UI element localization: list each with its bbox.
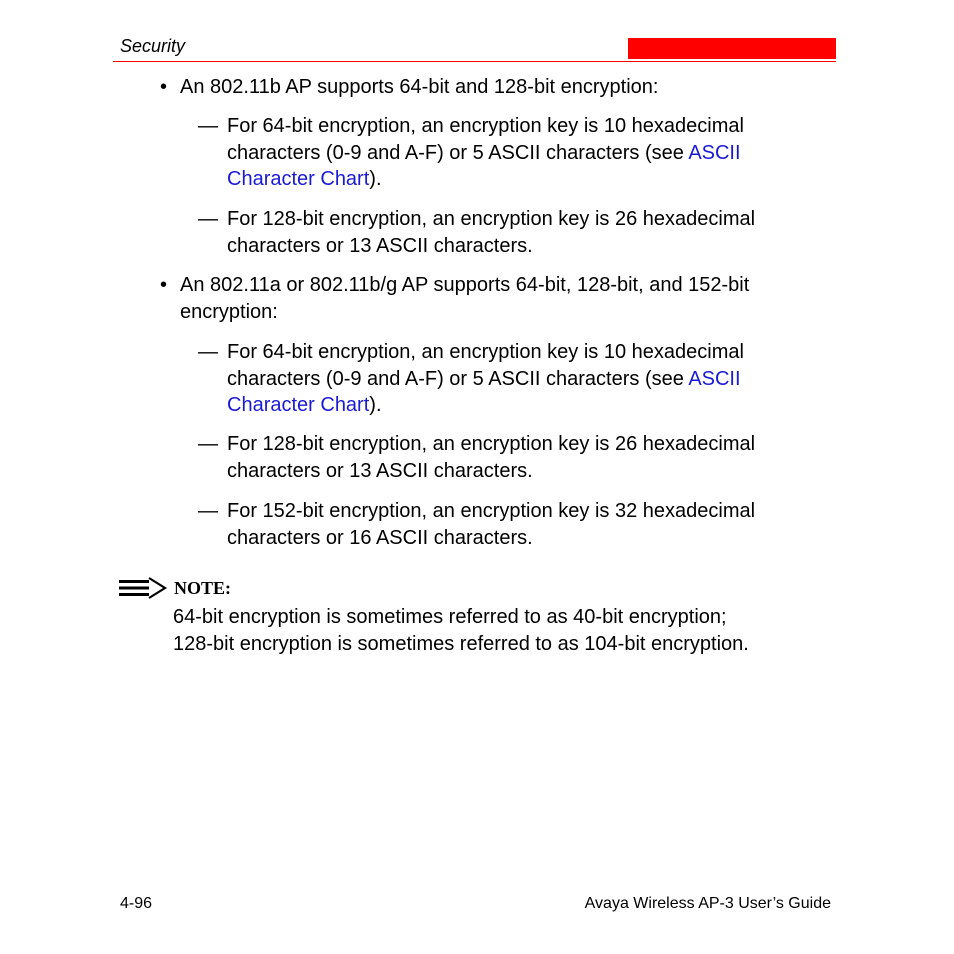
bullet-marker: • (160, 274, 168, 296)
ascii-chart-link[interactable]: ASCII Character Chart (227, 141, 741, 190)
sub-item-text (227, 339, 818, 419)
sub-item-text-part: ). (369, 168, 382, 190)
dash-marker: — (198, 208, 218, 230)
dash-marker: — (198, 500, 218, 522)
bullet-text: An 802.11a or 802.11b/g AP supports 64-bit, 128-bit, and 152-bit encryption: (180, 274, 750, 323)
note-text (173, 604, 853, 657)
dash-marker: — (198, 341, 218, 363)
bullet-item (160, 74, 830, 101)
sub-item-text (227, 113, 818, 193)
sub-item-text-part: For 64-bit encryption, an encryption key is 10 hexadecimal characters (0-9 and A-F) or 5 ASCII characters (see (227, 341, 744, 390)
sub-item-text-part: For 64-bit encryption, an encryption key is 10 hexadecimal characters (0-9 and A-F) or 5 ASCII characters (see (227, 115, 744, 164)
dash-marker: — (198, 433, 218, 455)
sub-item-text-part: ). (369, 394, 382, 416)
guide-title: Avaya Wireless AP-3 User’s Guide (584, 895, 831, 912)
page-number: 4-96 (120, 895, 153, 912)
sub-item (198, 498, 818, 551)
header-accent-bar (628, 38, 836, 59)
sub-item (198, 431, 818, 484)
bullet-item (160, 272, 830, 325)
note-label: NOTE: (174, 578, 232, 598)
sub-item-text: For 128-bit encryption, an encryption key is 26 hexadecimal characters or 13 ASCII characters. (227, 433, 756, 482)
sub-item (198, 339, 818, 419)
sub-item-text: For 152-bit encryption, an encryption key is 32 hexadecimal characters or 16 ASCII characters. (227, 500, 756, 549)
bullet-text: An 802.11b AP supports 64-bit and 128-bit encryption: (180, 76, 659, 98)
section-title: Security (120, 36, 186, 56)
sub-item (198, 113, 818, 193)
ascii-chart-link[interactable]: ASCII Character Chart (227, 367, 741, 416)
sub-item-text: For 128-bit encryption, an encryption key is 26 hexadecimal characters or 13 ASCII characters. (227, 208, 756, 257)
dash-marker: — (198, 115, 218, 137)
note-line: 64-bit encryption is sometimes referred to as 40-bit encryption; (173, 606, 727, 628)
note-arrow-icon (118, 577, 168, 599)
bullet-marker: • (160, 76, 168, 98)
sub-item (198, 206, 818, 259)
header-rule (113, 61, 836, 62)
note-line: 128-bit encryption is sometimes referred to as 104-bit encryption. (173, 632, 749, 655)
